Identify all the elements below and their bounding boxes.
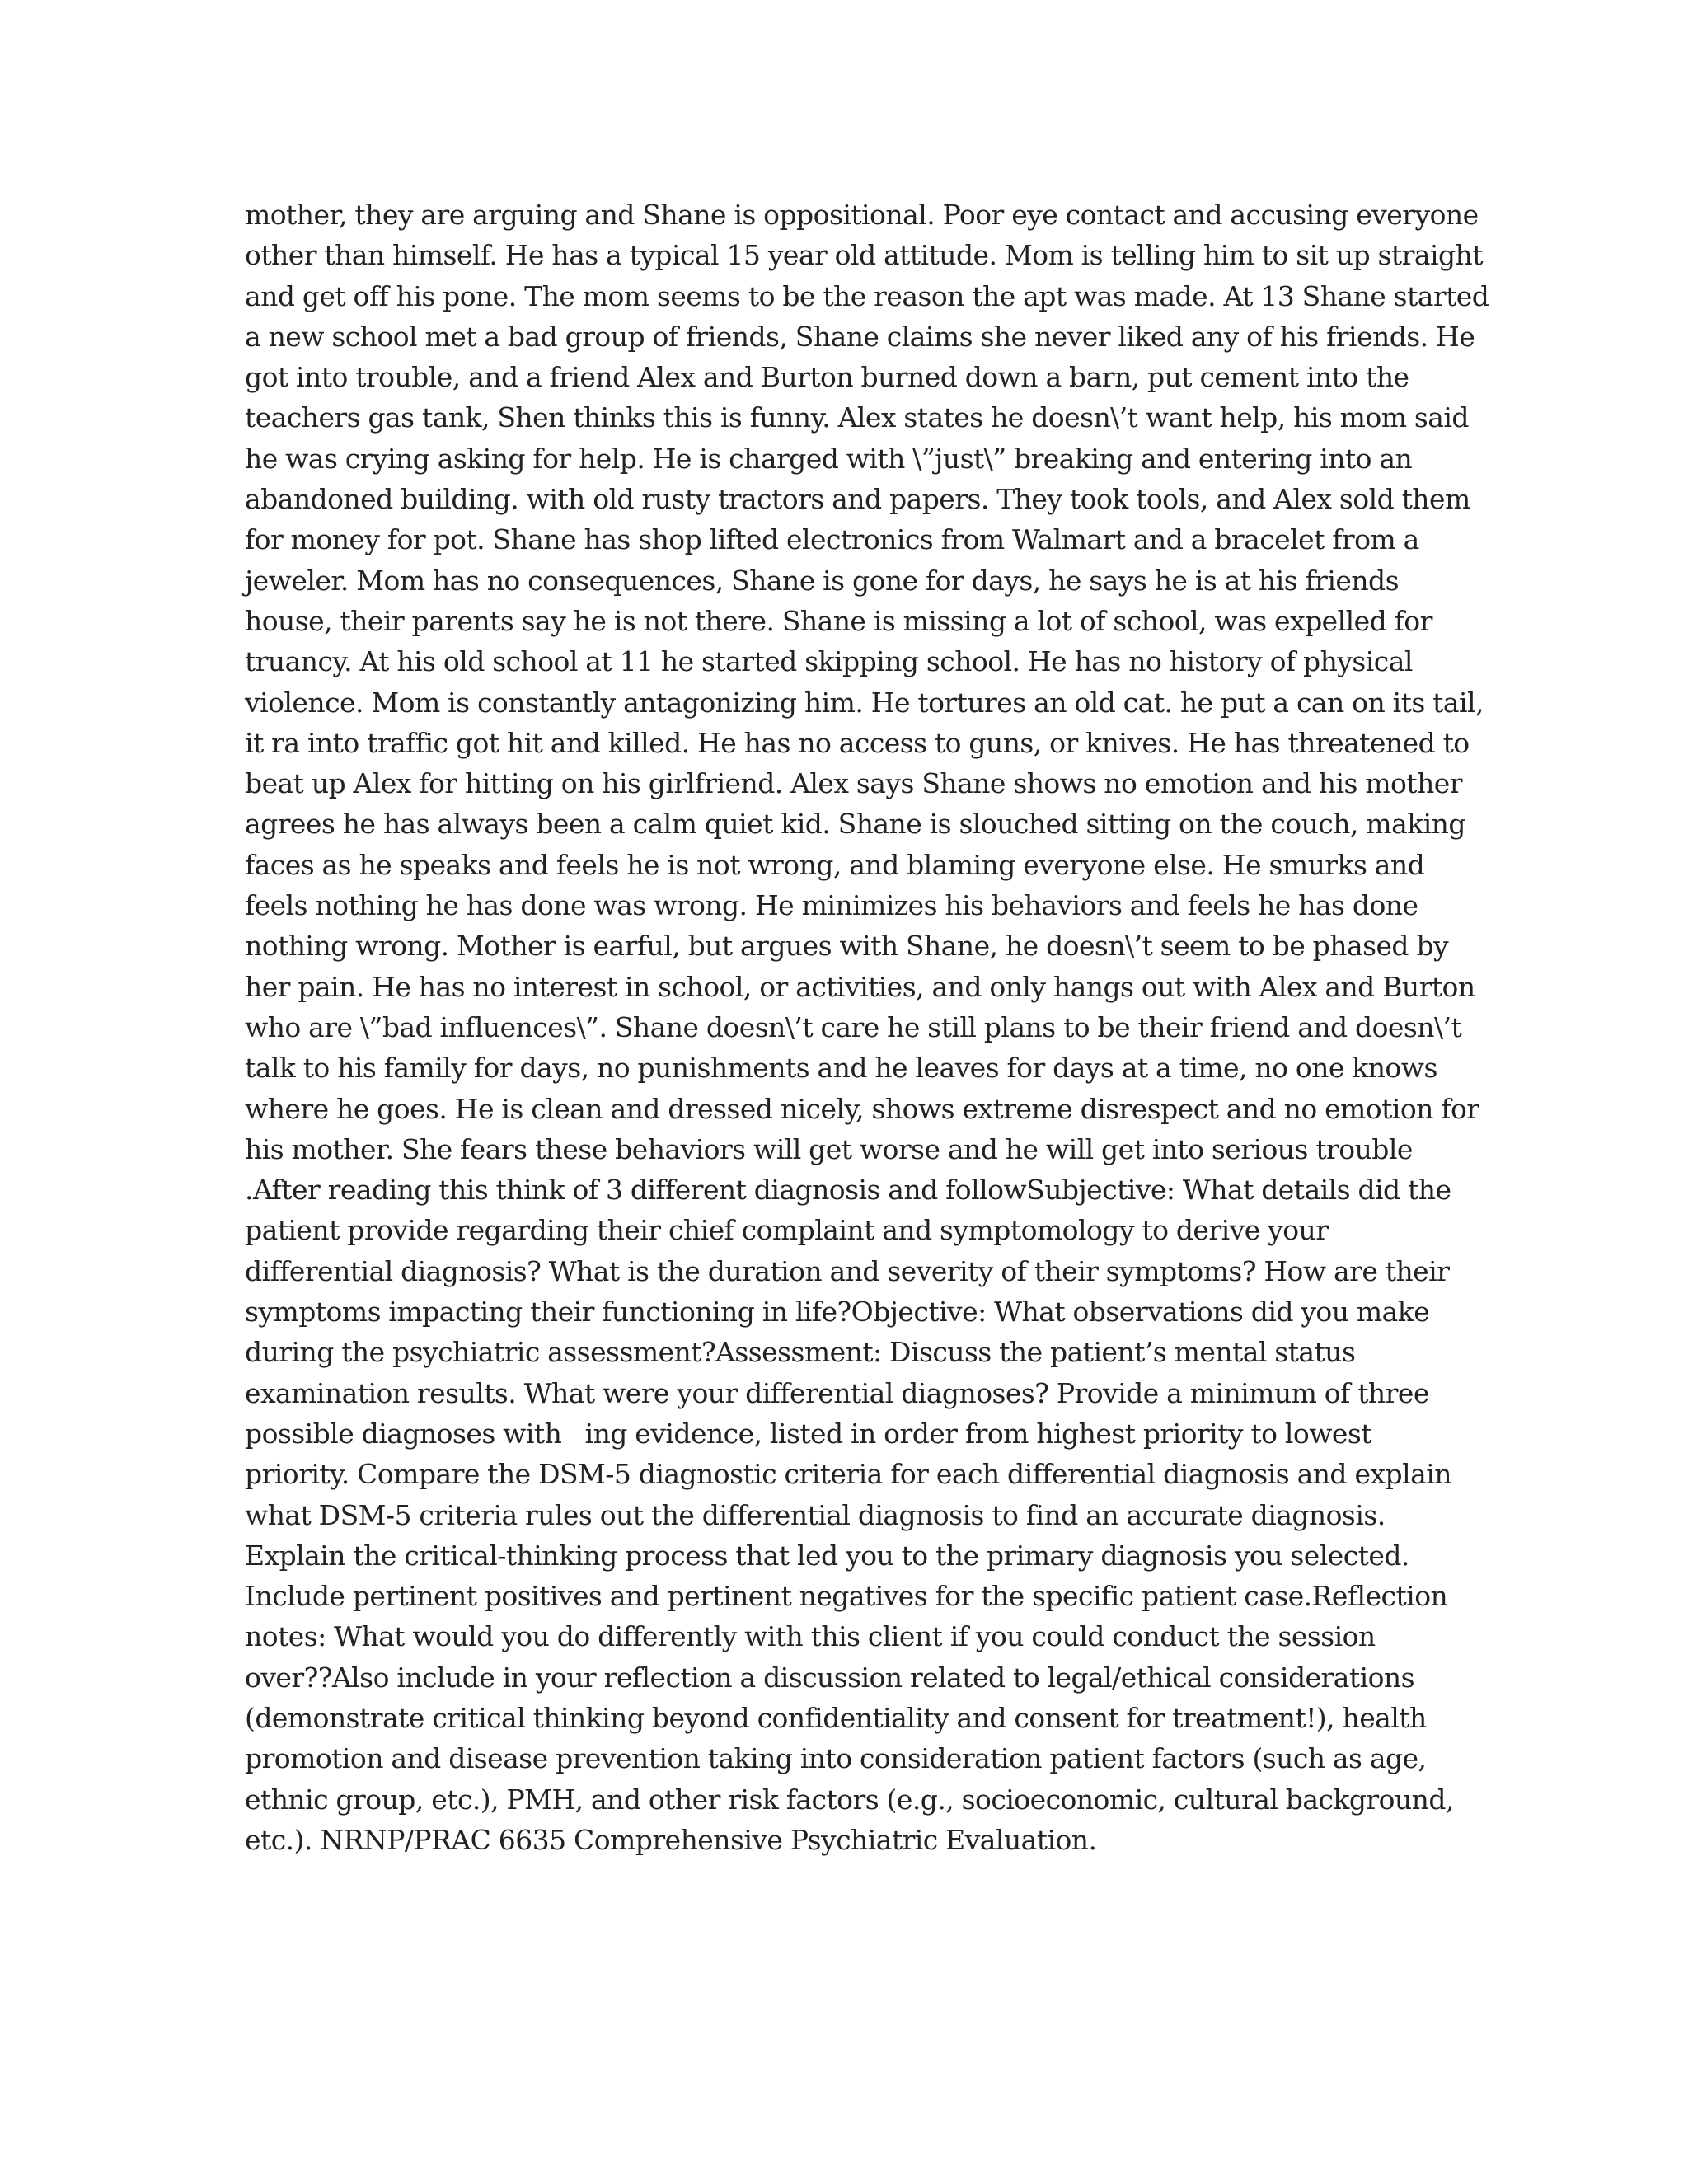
text-line: abandoned building. with old rusty tractors and papers. They took tools, and Alex sold them xyxy=(245,483,1470,516)
text-line: violence. Mom is constantly antagonizing him. He tortures an old cat. he put a can on its tail, xyxy=(245,686,1484,719)
text-line: a new school met a bad group of friends, Shane claims she never liked any of his friends. He xyxy=(245,320,1475,353)
text-line: her pain. He has no interest in school, or activities, and only hangs out with Alex and Burton xyxy=(245,970,1475,1003)
text-line: for money for pot. Shane has shop lifted electronics from Walmart and a bracelet from a xyxy=(245,523,1419,556)
text-line: nothing wrong. Mother is earful, but argues with Shane, he doesn\’t seem to be phased by xyxy=(245,930,1449,963)
text-line: he was crying asking for help. He is charged with \”just\” breaking and entering into an xyxy=(245,442,1413,475)
text-line: .After reading this think of 3 different diagnosis and followSubjective: What details did the xyxy=(245,1174,1451,1207)
text-line: Include pertinent positives and pertinent negatives for the specific patient case.Reflection xyxy=(245,1580,1448,1613)
text-line: over??Also include in your reflection a discussion related to legal/ethical considerations xyxy=(245,1661,1414,1694)
text-line: examination results. What were your differential diagnoses? Provide a minimum of three xyxy=(245,1376,1429,1409)
text-line: and get off his pone. The mom seems to be the reason the apt was made. At 13 Shane started xyxy=(245,279,1489,312)
text-line: truancy. At his old school at 11 he started skipping school. He has no history of physical xyxy=(245,645,1413,678)
text-line: teachers gas tank, Shen thinks this is funny. Alex states he doesn\’t want help, his mom said xyxy=(245,401,1470,434)
text-line: during the psychiatric assessment?Assessment: Discuss the patient’s mental status xyxy=(245,1336,1356,1369)
body-text xyxy=(245,194,1489,1860)
text-line: differential diagnosis? What is the duration and severity of their symptoms? How are their xyxy=(245,1254,1450,1287)
text-line: possible diagnoses with ing evidence, listed in order from highest priority to lowest xyxy=(245,1417,1372,1450)
text-line: faces as he speaks and feels he is not wrong, and blaming everyone else. He smurks and xyxy=(245,848,1425,881)
text-line: talk to his family for days, no punishments and he leaves for days at a time, no one knows xyxy=(245,1052,1437,1085)
text-line: etc.). NRNP/PRAC 6635 Comprehensive Psychiatric Evaluation. xyxy=(245,1823,1097,1856)
text-line: who are \”bad influences\”. Shane doesn\’t care he still plans to be their friend and doesn\’t xyxy=(245,1010,1462,1043)
text-line: where he goes. He is clean and dressed nicely, shows extreme disrespect and no emotion for xyxy=(245,1092,1479,1125)
text-line: got into trouble, and a friend Alex and Burton burned down a barn, put cement into the xyxy=(245,361,1409,394)
text-line: feels nothing he has done was wrong. He minimizes his behaviors and feels he has done xyxy=(245,889,1418,922)
text-line: his mother. She fears these behaviors will get worse and he will get into serious trouble xyxy=(245,1132,1413,1165)
text-line: patient provide regarding their chief complaint and symptomology to derive your xyxy=(245,1214,1329,1247)
text-line: what DSM-5 criteria rules out the differential diagnosis to find an accurate diagnosis. xyxy=(245,1498,1386,1531)
text-line: mother, they are arguing and Shane is oppositional. Poor eye contact and accusing everyone xyxy=(245,199,1479,231)
text-line: house, their parents say he is not there. Shane is missing a lot of school, was expelled for xyxy=(245,604,1432,637)
text-line: symptoms impacting their functioning in life?Objective: What observations did you make xyxy=(245,1296,1430,1329)
text-line: notes: What would you do differently with this client if you could conduct the session xyxy=(245,1620,1376,1653)
text-line: it ra into traffic got hit and killed. He has no access to guns, or knives. He has threatened to xyxy=(245,726,1470,759)
text-line: (demonstrate critical thinking beyond confidentiality and consent for treatment!), health xyxy=(245,1701,1427,1734)
text-line: ethnic group, etc.), PMH, and other risk factors (e.g., socioeconomic, cultural background, xyxy=(245,1783,1454,1816)
text-line: other than himself. He has a typical 15 year old attitude. Mom is telling him to sit up straight xyxy=(245,239,1483,272)
text-line: jeweler. Mom has no consequences, Shane is gone for days, he says he is at his friends xyxy=(245,564,1400,597)
text-line: priority. Compare the DSM-5 diagnostic criteria for each differential diagnosis and explain xyxy=(245,1458,1451,1491)
text-line: Explain the critical-thinking process that led you to the primary diagnosis you selected. xyxy=(245,1539,1409,1572)
text-line: beat up Alex for hitting on his girlfriend. Alex says Shane shows no emotion and his mother xyxy=(245,767,1462,800)
text-line: promotion and disease prevention taking into consideration patient factors (such as age, xyxy=(245,1742,1427,1775)
text-line: agrees he has always been a calm quiet kid. Shane is slouched sitting on the couch, making xyxy=(245,808,1465,841)
